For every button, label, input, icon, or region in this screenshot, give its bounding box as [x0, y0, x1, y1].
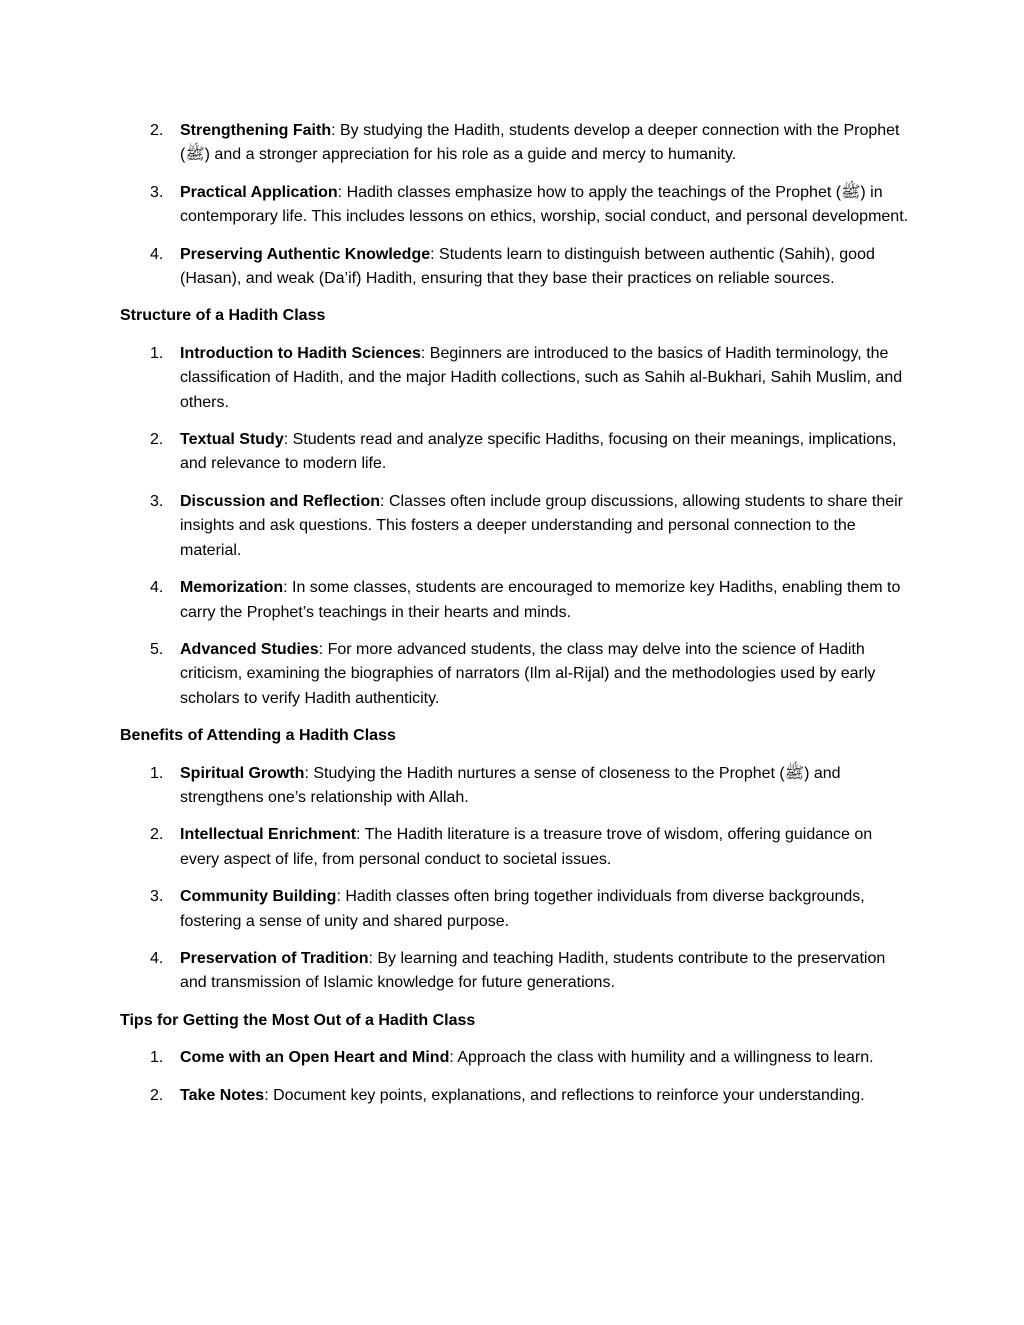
list-text: : By learning and teaching Hadith, students contribute to the preservation and transmission of Islamic knowledge for future generations. — [180, 949, 886, 992]
tips-list — [120, 1046, 910, 1108]
section-heading-tips: Tips for Getting the Most Out of a Hadith Class — [120, 1011, 476, 1029]
list-text: : Approach the class with humility and a willingness to learn. — [449, 1049, 874, 1067]
list-text: : By studying the Hadith, students develop a deeper connection with the Prophet (ﷺ) and a stronger appreciation for his role as a guide and mercy to humanity. — [180, 122, 900, 164]
list-number: 3. — [150, 492, 164, 510]
list-item — [120, 1046, 910, 1070]
list-term: Take Notes — [180, 1086, 265, 1104]
list-text: : Classes often include group discussions, allowing students to share their insights and ask questions. This fosters a deeper understanding and personal connection to the material. — [180, 492, 903, 559]
list-item — [120, 181, 910, 230]
list-term: Come with an Open Heart and Mind — [180, 1049, 450, 1067]
list-item — [120, 947, 910, 996]
list-text: : Students learn to distinguish between authentic (Sahih), good (Hasan), and weak (Da’if) Hadith, ensuring that they base their practices on reliable sources. — [180, 245, 875, 288]
benefits-list — [120, 762, 910, 996]
list-term: Preserving Authentic Knowledge — [180, 245, 431, 263]
document-body — [120, 119, 910, 1121]
list-text: : Document key points, explanations, and reflections to reinforce your understanding. — [264, 1086, 865, 1104]
list-term: Spiritual Growth — [180, 764, 305, 782]
benefits-objectives-list — [120, 119, 910, 291]
list-item — [120, 243, 910, 292]
list-term: Practical Application — [180, 183, 338, 201]
list-item — [120, 119, 910, 168]
list-text: : Hadith classes often bring together individuals from diverse backgrounds, fostering a sense of unity and shared purpose. — [180, 888, 865, 930]
list-item — [120, 1084, 910, 1108]
list-text: : Studying the Hadith nurtures a sense of closeness to the Prophet (ﷺ) and strengthens one’s relationship with Allah. — [180, 764, 841, 806]
list-term: Intellectual Enrichment — [180, 826, 357, 844]
list-number: 1. — [150, 344, 164, 362]
list-item — [120, 428, 910, 477]
list-number: 4. — [150, 245, 164, 263]
list-number: 1. — [150, 1049, 164, 1067]
list-term: Advanced Studies — [180, 640, 319, 658]
list-term: Community Building — [180, 888, 337, 906]
list-term: Introduction to Hadith Sciences — [180, 344, 421, 362]
section-heading-benefits: Benefits of Attending a Hadith Class — [120, 727, 396, 745]
list-number: 5. — [150, 640, 164, 658]
list-number: 2. — [150, 826, 164, 844]
list-term: Textual Study — [180, 431, 284, 449]
list-text: : In some classes, students are encouraged to memorize key Hadiths, enabling them to carry the Prophet’s teachings in their hearts and minds. — [180, 579, 901, 621]
list-item — [120, 638, 910, 711]
list-number: 3. — [150, 888, 164, 906]
list-item — [120, 762, 910, 811]
list-number: 2. — [150, 122, 164, 139]
list-item — [120, 576, 910, 625]
list-item — [120, 885, 910, 934]
list-number: 1. — [150, 764, 164, 782]
list-item — [120, 490, 910, 563]
list-text: : The Hadith literature is a treasure trove of wisdom, offering guidance on every aspect of life, from personal conduct to societal issues. — [180, 826, 873, 868]
list-text: : Students read and analyze specific Hadiths, focusing on their meanings, implications, and relevance to modern life. — [180, 431, 897, 473]
structure-list — [120, 342, 910, 711]
list-number: 2. — [150, 1086, 164, 1104]
list-item — [120, 342, 910, 415]
list-number: 2. — [150, 431, 164, 449]
section-heading-structure: Structure of a Hadith Class — [120, 307, 326, 325]
list-text: : Hadith classes emphasize how to apply the teachings of the Prophet (ﷺ) in contemporary life. This includes lessons on ethics, worship, social conduct, and personal development. — [180, 183, 909, 226]
list-text: : Beginners are introduced to the basics of Hadith terminology, the classification of Hadith, and the major Hadith collections, such as Sahih al-Bukhari, Sahih Muslim, and others. — [180, 344, 903, 411]
list-number: 4. — [150, 949, 164, 967]
list-term: Discussion and Reflection — [180, 492, 381, 510]
list-term: Memorization — [180, 579, 284, 597]
list-text: : For more advanced students, the class may delve into the science of Hadith criticism, examining the biographies of narrators (Ilm al-Rijal) and the methodologies used by early scholars to verify Hadith authenticity. — [180, 640, 876, 707]
list-number: 3. — [150, 183, 164, 201]
list-term: Strengthening Faith — [180, 122, 332, 139]
list-number: 4. — [150, 579, 164, 597]
list-term: Preservation of Tradition — [180, 949, 369, 967]
list-item — [120, 823, 910, 872]
